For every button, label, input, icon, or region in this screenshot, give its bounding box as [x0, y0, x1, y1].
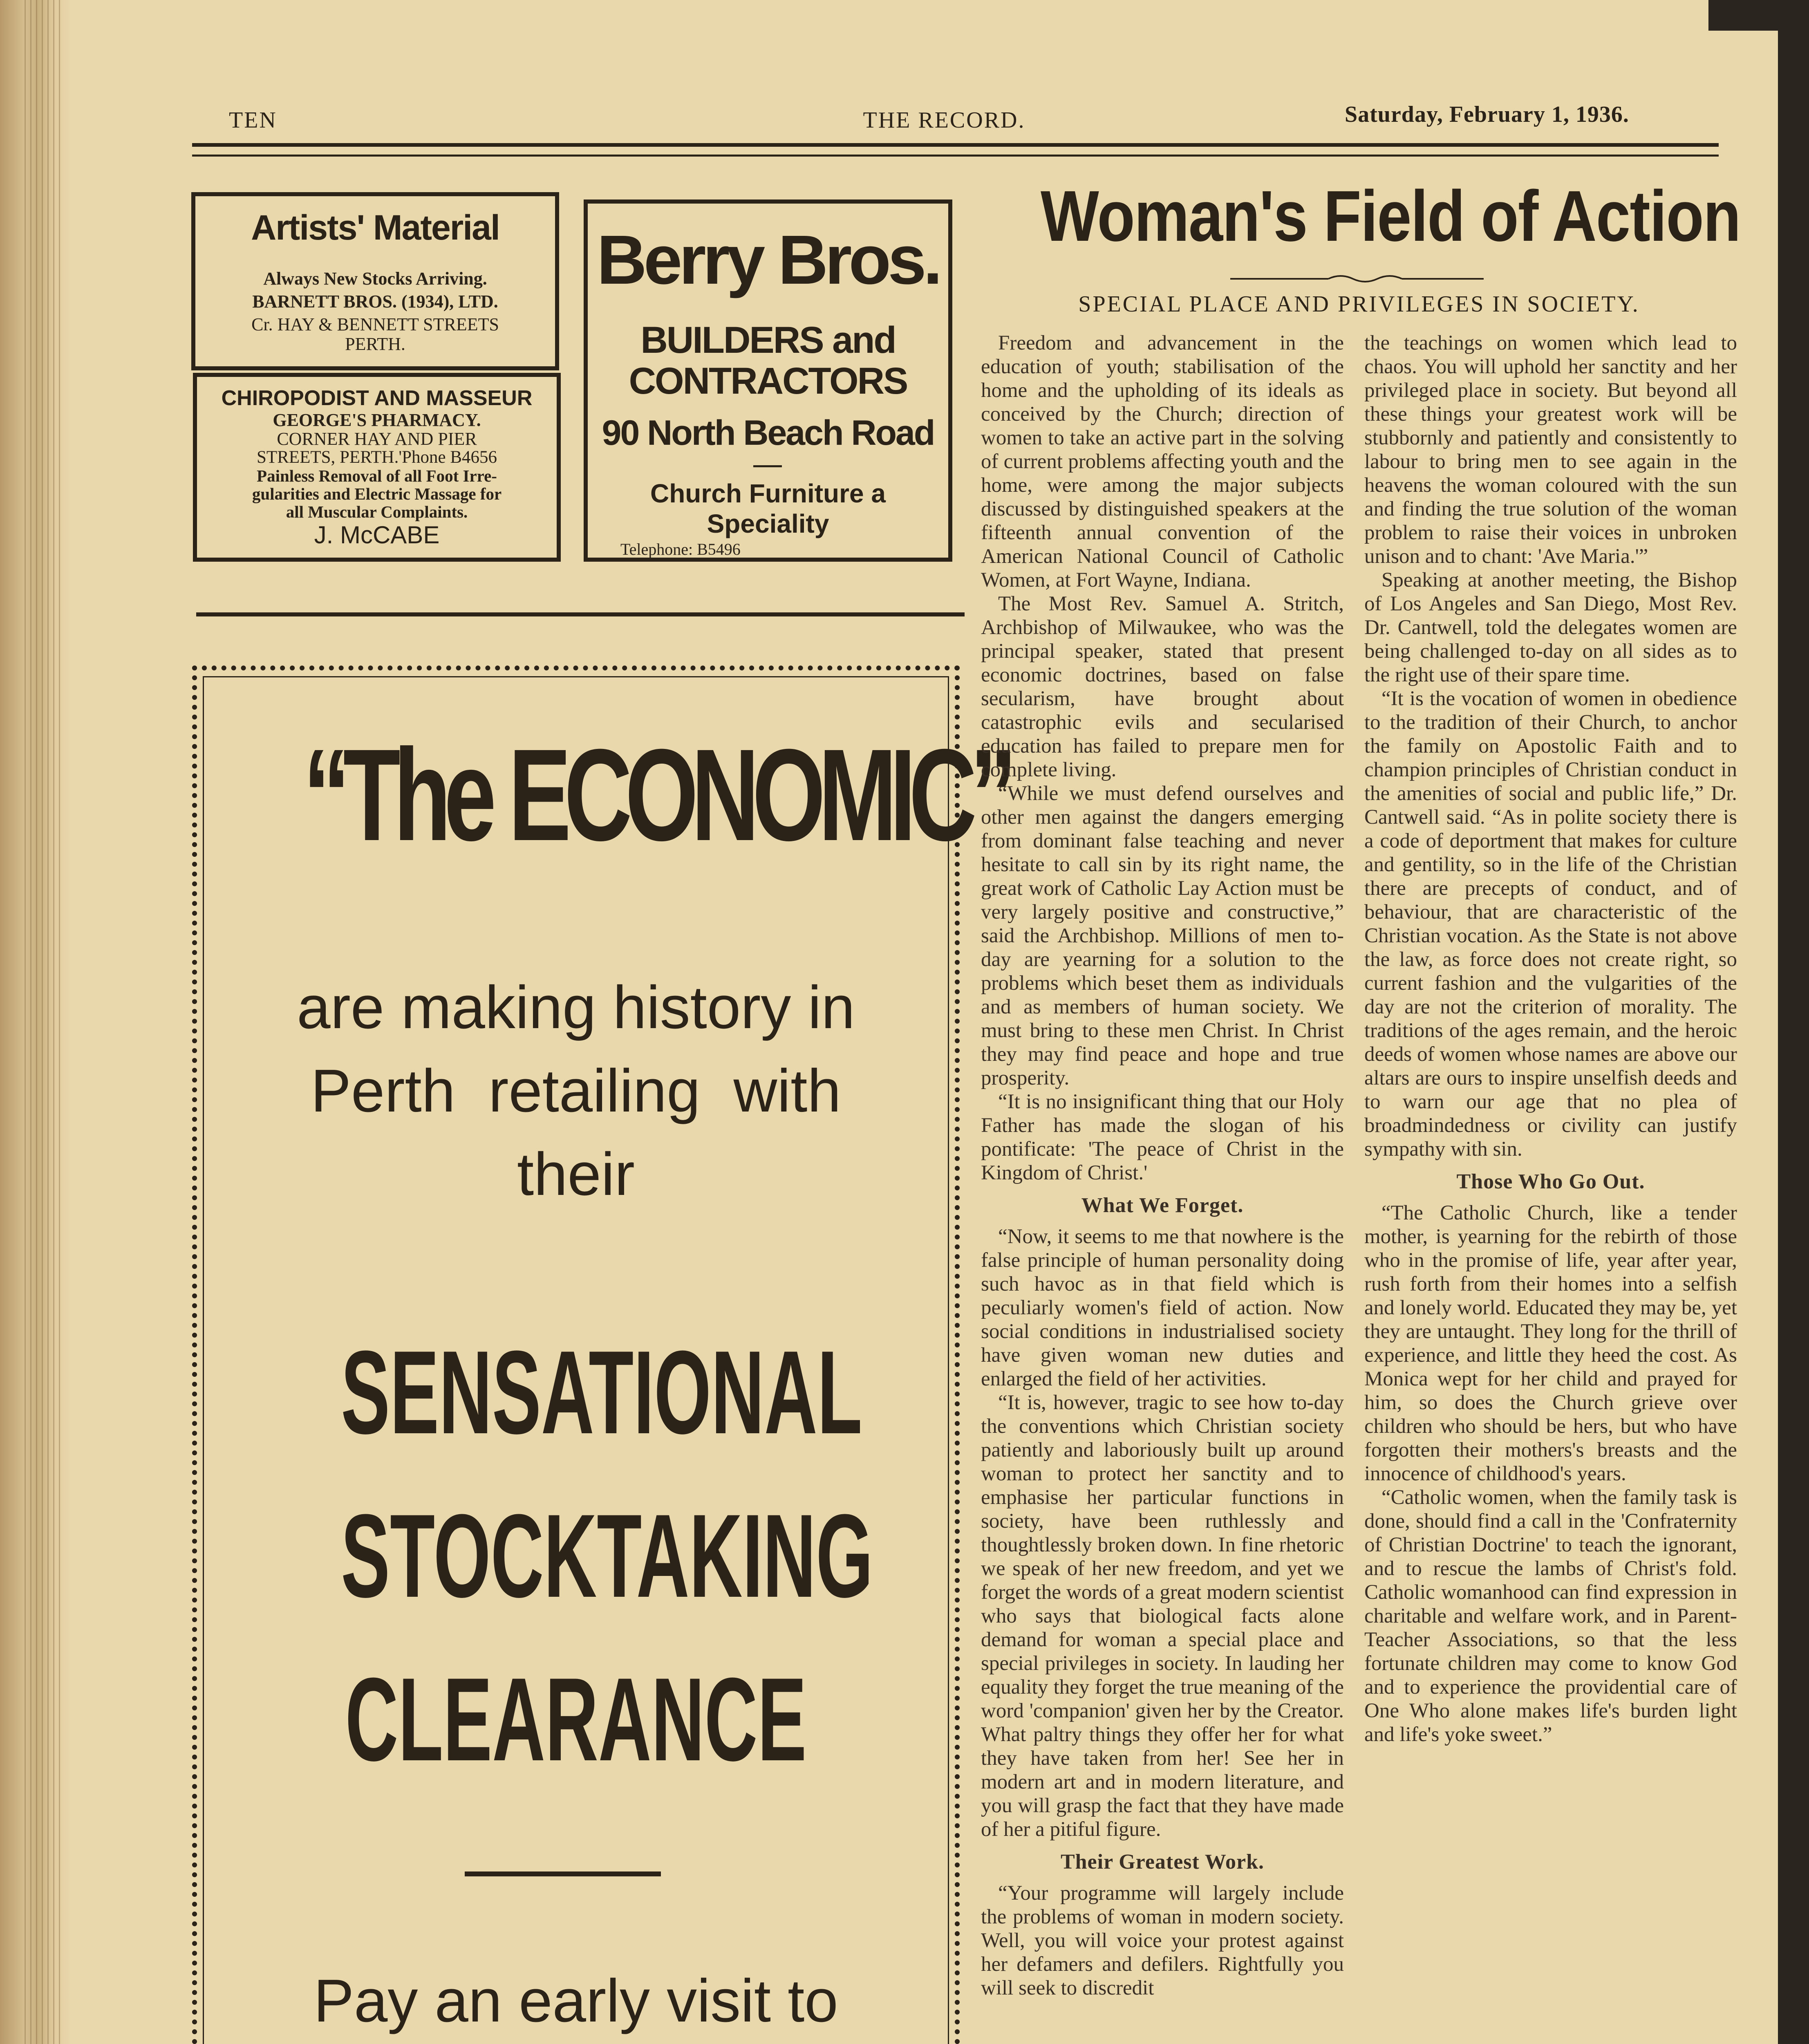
ad-line: Speciality [707, 509, 829, 538]
economic-big-line: SENSATIONAL [341, 1326, 862, 1459]
ad-line: BUILDERS and [640, 319, 896, 361]
issue-date: Saturday, February 1, 1936. [1345, 102, 1629, 127]
ad-title: Berry Bros. [597, 221, 939, 299]
article-paragraph: “It is the vocation of women in obedience to the tradition of their Church, to anchor the family on Apostolic Faith and to champion principles of Christian conduct in the amenities of social and public life,” Dr. Cantwell said. “As in polite society there is a code of deportment that makes for culture and gentility, so in the life of the Christian there are precepts of conduct, and of behaviour, that are characteristic of the Christian vocation. As the State is not above the law, as force does not create right, so current fashion and the vulgarities of the day are not the criterion of morality. The traditions of the ages remain, and the heroic deeds of women whose names are above our altars are ours to inspire unselfish deeds and to warn our age that no plea of broadmindedness or civility can justify sympathy with sin. [1364, 687, 1737, 1161]
article-paragraph: “The Catholic Church, like a tender mother, is yearning for the rebirth of those who in the promise of life, year after year, rush forth from their homes into a selfish and lonely world. Educated they may be, yet they are untaught. They long for the thrill of experience, and little they heed the cost. As Monica wept for her child and prayed for him, so does the Church grieve over children who should be hers, but who have forgotten their mothers's breasts and the innocence of childhood's years. [1364, 1201, 1737, 1485]
ad-berry-bros [584, 199, 952, 562]
article-column-2 [1364, 331, 1737, 2044]
page-number: TEN [229, 108, 277, 133]
header-rule-thin [192, 155, 1719, 157]
ad-address: 90 North Beach Road [602, 413, 934, 453]
article-paragraph: the teachings on women which lead to chaos. You will uphold her sanctity and her privileged place in society. But beyond all these things your greatest work will be stubbornly and patiently and consistently to labour to bring men to see again in the heavens the woman coloured with the sun and finding the true solution of the woman problem to raise their voices in unbroken unison and to chant: 'Ave Maria.'” [1364, 332, 1737, 568]
economic-body-line: are making history in [297, 974, 855, 1041]
economic-cta-line: Pay an early visit to [313, 1967, 838, 2035]
ad-line: PERTH. [345, 334, 405, 354]
article-subhead: Those Who Go Out. [1456, 1170, 1645, 1193]
article-paragraph: Freedom and advancement in the education of youth; stabilisation of the home and the upholding of its ideals as conceived by the Church; direction of women to take an active part in the solving of current problems affecting youth and the home, were among the major subjects discussed by distinguished speakers at the fifteenth annual convention of the American National Council of Catholic Women, at Fort Wayne, Indiana. [981, 332, 1344, 592]
ad-divider [753, 465, 782, 467]
ad-line: gularities and Electric Massage for [252, 484, 502, 503]
economic-body-line: their [517, 1141, 635, 1208]
article-paragraph: “It is, however, tragic to see how to-day the conventions which Christian society patiently and laboriously built up around woman to protect her sanctity and to emphasise her particular functions in society, have been ruthlessly and thoughtlessly broken down. In fine rhetoric we speak of her new freedom, and yet we forget the words of a great modern scientist who says that biological facts alone demand for woman a special place and special privileges in society. In lauding her equality they forget the true meaning of the word 'companion' given her by the Creator. What paltry things they offer her for what they have taken from her! See her in modern art and in modern literature, and you will grasp the fact that they have made of her a pitiful figure. [981, 1391, 1344, 1841]
ad-line: Painless Removal of all Foot Irre- [257, 466, 497, 485]
ad-telephone: Telephone: B5496 [620, 540, 741, 558]
ad-line: Church Furniture a [650, 479, 886, 508]
ad-the-economic [192, 666, 1010, 2044]
ad-line: Cr. HAY & BENNETT STREETS [251, 314, 499, 334]
article-paragraph: “It is no insignificant thing that our Holy Father has made the slogan of his pontificate: 'The peace of Christ in the Kingdom of Christ.' [981, 1090, 1344, 1184]
article-subtitle: SPECIAL PLACE AND PRIVILEGES IN SOCIETY. [1078, 291, 1640, 317]
ad-line: CONTRACTORS [629, 360, 907, 402]
ad-line: all Muscular Complaints. [286, 502, 468, 521]
ad-line: GEORGE'S PHARMACY. [273, 410, 481, 430]
article-paragraph: “While we must defend ourselves and other men against the dangers emerging from dominant false teaching and never hesitate to call sin by its right name, the great work of Catholic Lay Action must be very largely positive and constructive,” said the Archbishop. Millions of men to-day are yearning for a solution to the problems which beset them as individuals and as members of human society. We must bring to these men Christ. In Christ they may find peace and hope and true prosperity. [981, 782, 1344, 1089]
article-paragraph: Speaking at another meeting, the Bishop of Los Angeles and San Diego, Most Rev. Dr. Cantwell, told the delegates women are being challenged to-day on all sides as to the right use of their spare time. [1364, 569, 1737, 686]
ad-proprietor: J. McCABE [314, 521, 440, 549]
section-rule [196, 612, 965, 616]
economic-divider [465, 1871, 661, 1876]
ad-line: STREETS, PERTH.'Phone B4656 [256, 448, 497, 467]
economic-headline: “The ECONOMIC” [303, 722, 1010, 868]
article-column-1 [981, 331, 1344, 2044]
article-title: Woman's Field of Action [1041, 176, 1740, 256]
publication-name: THE RECORD. [863, 108, 1025, 133]
economic-big-line: CLEARANCE [345, 1653, 807, 1786]
scan-corner [1708, 0, 1778, 31]
ad-line: Always New Stocks Arriving. [263, 269, 487, 289]
header-rule [192, 143, 1719, 147]
ad-artists-material [191, 192, 559, 370]
economic-body-line: Perth retailing with [311, 1057, 841, 1125]
article-subhead: Their Greatest Work. [1060, 1850, 1265, 1874]
scan-background-edge [1778, 0, 1809, 2044]
ad-line: BARNETT BROS. (1934), LTD. [252, 291, 498, 312]
economic-big-line: STOCKTAKING [341, 1490, 873, 1622]
ad-line: CORNER HAY AND PIER [277, 429, 477, 449]
article-paragraph: “Your programme will largely include the problems of woman in modern society. Well, you will voice your protest against her defamers and defilers. Rightfully you will seek to discredit [981, 1882, 1344, 1999]
article-paragraph: “Now, it seems to me that nowhere is the false principle of human personality doing such havoc as in that field which is peculiarly women's field of action. Now social conditions in industrialised society have given woman new duties and enlarged the field of her activities. [981, 1225, 1344, 1390]
page-stack-lines [25, 0, 61, 2044]
ad-title: Artists' Material [251, 208, 499, 247]
article-paragraph: “Catholic women, when the family task is done, should find a call in the 'Confraternity of Christian Doctrine' to teach the ignorant, and to rescue the lambs of Christ's fold. Catholic womanhood can find expression in charitable and welfare work, and in Parent-Teacher Associations, so that the less fortunate children may come to know God and to experience the providential care of One Who alone makes life's burden light and life's yoke sweet.” [1364, 1486, 1737, 1746]
article-subhead: What We Forget. [1081, 1194, 1244, 1217]
ad-title: CHIROPODIST AND MASSEUR [221, 386, 533, 410]
article-paragraph: The Most Rev. Samuel A. Stritch, Archbishop of Milwaukee, who was the principal speaker, stated that present economic doctrines, based on false secularism, have brought about catastrophic evils and secularised education has failed to prepare men for complete living. [981, 592, 1344, 781]
title-ornament [1230, 275, 1484, 283]
ad-chiropodist [193, 373, 561, 562]
